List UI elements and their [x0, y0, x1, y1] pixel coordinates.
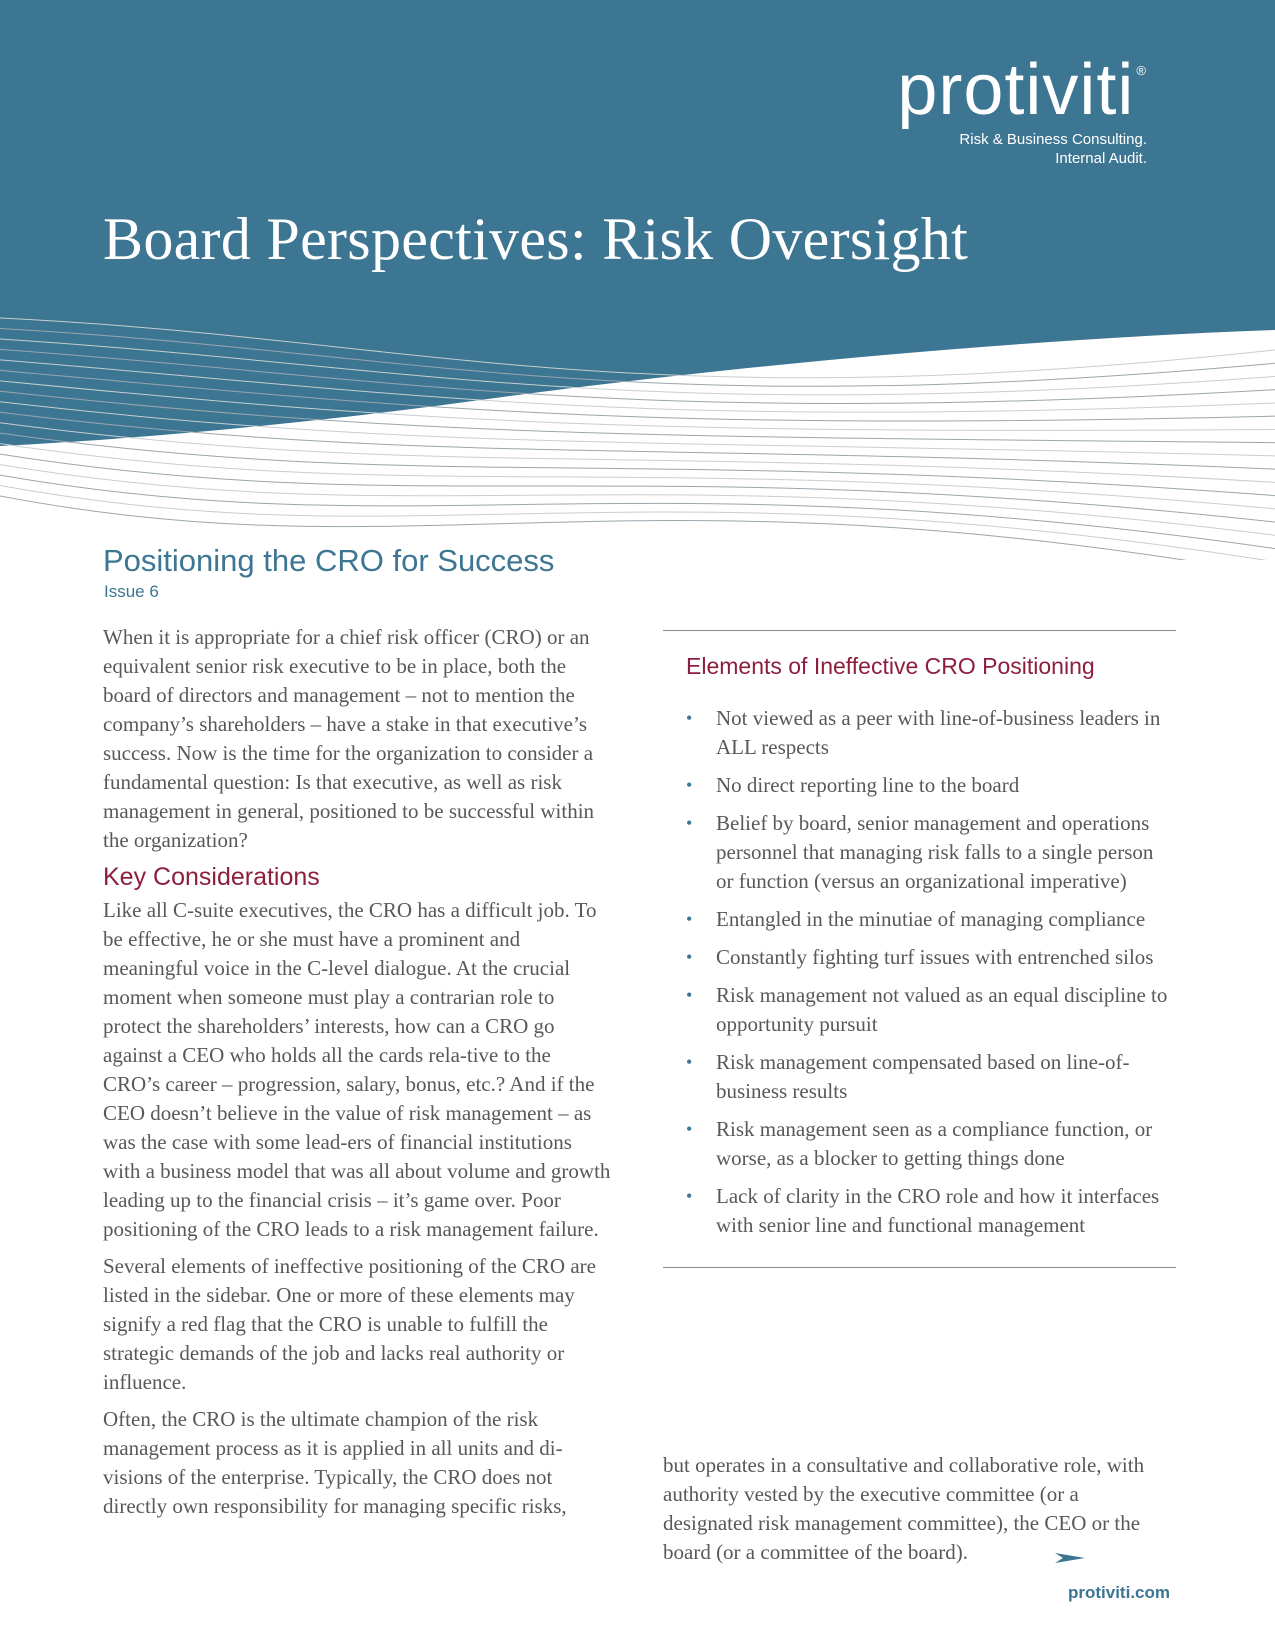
sidebar-box [663, 630, 1176, 1268]
sidebar-list [663, 704, 1176, 1240]
bullet-icon: • [686, 813, 693, 833]
bullet-icon: • [686, 708, 693, 728]
sidebar-list-item: • Not viewed as a peer with line-of-business leaders in ALL respects [686, 706, 1161, 759]
body-paragraph-1: Like all C-suite executives, the CRO has a difficult job. To be effective, he or she must have a prominent and meaningful voice in the C-level dialogue. At the crucial moment when someone must play a contrarian role to protect the shareholders’ interests, how can a CRO go against a CEO who holds all the cards rela-tive to the CRO’s career – progression, salary, bonus, etc.? And if the CEO doesn’t believe in the value of risk management – as was the case with some lead-ers of financial institutions with a business model that was all about volume and growth leading up to the financial crisis – it’s game over. Poor positioning of the CRO leads to a risk management failure. [103, 898, 611, 1241]
left-column [103, 623, 613, 1529]
logo-tagline-line1: Risk & Business Consulting. [959, 131, 1147, 148]
bullet-icon: • [686, 985, 693, 1005]
sidebar-list-item: • Risk management not valued as an equal discipline to opportunity pursuit [686, 983, 1168, 1036]
sidebar-list-item: • Entangled in the minutiae of managing compliance [663, 905, 1176, 934]
bullet-icon: • [686, 1119, 693, 1139]
sidebar-list-item: • Belief by board, senior management and operations personnel that managing risk falls to a single person or function (versus an organizational imperative) [686, 811, 1154, 893]
bullet-icon: • [686, 947, 693, 967]
bullet-icon: • [686, 1186, 693, 1206]
arrow-right-icon[interactable] [1055, 1550, 1085, 1566]
protiviti-logo [897, 50, 1147, 168]
logo-wordmark: protiviti ® [897, 50, 1147, 130]
logo-tagline [897, 130, 1147, 168]
document-title: Board Perspectives: Risk Oversight [103, 206, 969, 272]
sidebar-list-item: • Risk management compensated based on line-of-business results [686, 1050, 1130, 1103]
body-paragraph-3: Often, the CRO is the ultimate champion of the risk management process as it is applied in all units and di-visions of the enterprise. Typically, the CRO does not directly own responsibility for managing specific risks, [103, 1407, 567, 1518]
body-paragraph-3-continued: but operates in a consultative and collaborative role, with authority vested by the executive committee (or a designated risk management committee), the CEO or the board (or a committee of the board). [663, 1453, 1145, 1564]
body-paragraph-2: Several elements of ineffective positioning of the CRO are listed in the sidebar. One or more of these elements may signify a red flag that the CRO is unable to fulfill the strategic demands of the job and lacks real authority or influence. [103, 1254, 596, 1394]
intro-paragraph: When it is appropriate for a chief risk officer (CRO) or an equivalent senior risk executive to be in place, both the board of directors and management – not to mention the company’s shareholders – have a stake in that executive’s success. Now is the time for the organization to consider a fundamental question: Is that executive, as well as risk management in general, positioned to be successful within the organization? [103, 625, 595, 852]
sidebar-list-item: • Constantly fighting turf issues with entrenched silos [663, 943, 1176, 972]
article-title: Positioning the CRO for Success [103, 543, 555, 578]
key-considerations-heading: Key Considerations [103, 863, 320, 891]
sidebar-list-item: • Lack of clarity in the CRO role and how it interfaces with senior line and functional management [686, 1184, 1160, 1237]
sidebar-list-item: • No direct reporting line to the board [663, 771, 1176, 800]
sidebar-title: Elements of Ineffective CRO Positioning [686, 653, 1095, 679]
logo-tagline-line2: Internal Audit. [1055, 150, 1147, 167]
sidebar-list-item: • Risk management seen as a compliance function, or worse, as a blocker to getting things done [686, 1117, 1153, 1170]
bullet-icon: • [686, 775, 693, 795]
website-link[interactable]: protiviti.com [1067, 1583, 1170, 1602]
issue-number: Issue 6 [104, 582, 159, 601]
registered-mark: ® [1136, 63, 1147, 78]
bullet-icon: • [686, 909, 693, 929]
bullet-icon: • [686, 1052, 693, 1072]
